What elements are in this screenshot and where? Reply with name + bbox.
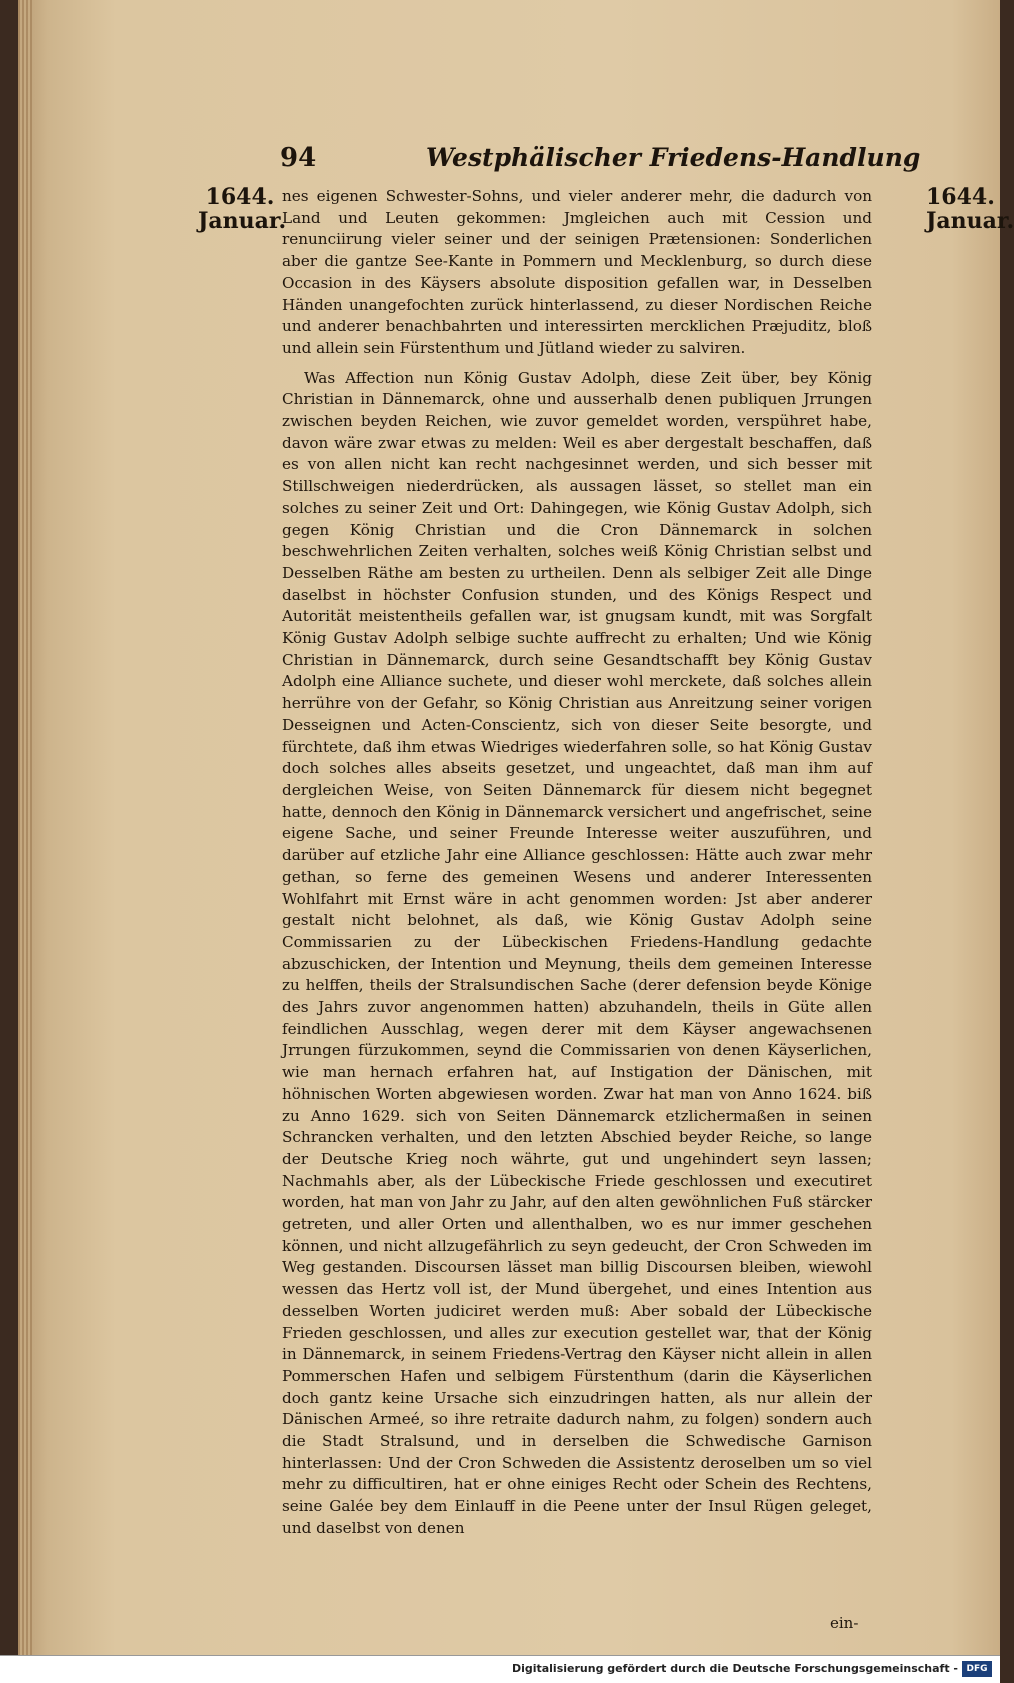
dfg-logo-icon: DFG [962,1661,992,1677]
funding-credit: Digitalisierung gefördert durch die Deutsche Forschungsgemeinschaft - [511,1662,958,1675]
right-margin-note [926,184,1014,234]
page-number: 94 [280,143,317,173]
digitization-footer [0,1655,1000,1683]
running-title: Westphälischer Friedens-Handlung [426,143,921,172]
paragraph: Was Affection nun König Gustav Adolph, diese Zeit über, bey König Christian in Dännemarck, ohne und ausserhalb denen publiquen Jrrungen zwischen beyden Reichen, wie zuvor gemeldet worden, verspühret habe, davon wäre zwar etwas zu melden: Weil es aber dergestalt beschaffen, daß es von allen nicht kan recht nachgesinnet werden, und sich besser mit Stillschweigen niederdrücken, als aussagen lässet, so stellet man ein solches zu seiner Zeit und Ort: Dahingegen, wie König Gustav Adolph, sich gegen König Christian und die Cron Dännemarck in solchen beschwehrlichen Zeiten verhalten, solches weiß König Christian selbst und Desselben Räthe am besten zu urtheilen. Denn als selbiger Zeit alle Dinge daselbst in höchster Confusion stunden, und des Königs Respect und Autorität meistentheils gefallen war, ist gnugsam kundt, mit was Sorgfalt König Gustav Adolph selbige suchte auffrecht zu erhalten; Und wie König Christian in Dännemarck, durch seine Gesandtschafft bey König Gustav Adolph eine Alliance suchete, und dieser wohl merckete, daß solches allein herrühre von der Gefahr, so König Christian aus Anreitzung seiner vorigen Desseignen und Acten-Conscientz, sich von dieser Seite besorgte, und fürchtete, daß ihm etwas Wiedriges wiederfahren solle, so hat König Gustav doch solches alles abseits gesetzet, und ungeachtet, daß man ihm auf dergleichen Weise, von Seiten Dännemarck für diesem nicht begegnet hatte, dennoch den König in Dännemarck versichert und angefrischet, seine eigene Sache, und seiner Freunde Interesse weiter auszuführen, und darüber auf etzliche Jahr eine Alliance geschlossen: Hätte auch zwar mehr gethan, so ferne des gemeinen Wesens und anderer Interessenten Wohlfahrt mit Ernst wäre in acht genommen worden: Jst aber anderer gestalt nicht belohnet, als daß, wie König Gustav Adolph seine Commissarien zu der Lübeckischen Friedens-Handlung gedachte abzuschicken, der Intention und Meynung, theils dem gemeinen Interesse zu helffen, theils der Stralsundischen Sache (derer defension beyde Könige des Jahrs zuvor angenommen hatten) abzuhandeln, theils in Güte allen feindlichen Ausschlag, wegen derer mit dem Käyser angewachsenen Jrrungen fürzukommen, seynd die Commissarien von denen Käyserlichen, wie man hernach erfahren hat, auf Instigation der Dänischen, mit höhnischen Worten abgewiesen worden. Zwar hat man von Anno 1624. biß zu Anno 1629. sich von Seiten Dännemarck etzlichermaßen in seinen Schrancken verhalten, und den letzten Abschied beyder Reiche, so lange der Deutsche Krieg noch währte, gut und ungehindert seyn lassen; Nachmahls aber, als der Lübeckische Friede geschlossen und executiret worden, hat man von Jahr zu Jahr, auf den alten gewöhnlichen Fuß stärcker getreten, und aller Orten und allenthalben, wo es nur immer geschehen können, und nicht allzugefährlich zu seyn gedeucht, der Cron Schweden im Weg gestanden. Discoursen lässet man billig Discoursen bleiben, wiewohl wessen das Hertz voll ist, der Mund übergehet, und eines Intention aus desselben Worten judiciret werden muß: Aber sobald der Lübeckische Frieden geschlossen, und alles zur execution gestellet war, that der König in Dännemarck, in seinem Friedens-Vertrag den Käyser nicht allein in allen Pommerschen Hafen und selbigem Fürstenthum (darin die Käyserlichen doch gantz keine Ursache sich einzudringen hatten, als nur allein der Dänischen Armeé, so ihre retraite dadurch nahm, zu folgen) sondern auch die Stadt Stralsund, und in derselben die Schwedische Garnison hinterlassen: Und der Cron Schweden die Assistentz deroselben um so viel mehr zu difficultiren, hat er ohne einiges Recht oder Schein des Rechtens, seine Galée bey dem Einlauff in die Peene unter der Insul Rügen geleget, und daselbst von denen [282,368,872,1537]
left-margin-note [198,184,287,234]
margin-year: 1644. [926,184,995,210]
page-header [280,143,921,179]
catchword: ein- [830,1614,859,1632]
body-text [282,186,872,1540]
margin-month: Januar. [926,208,1014,234]
margin-month: Januar. [198,208,287,234]
book-page [18,0,1014,1655]
margin-year: 1644. [205,184,275,210]
paragraph: nes eigenen Schwester-Sohns, und vieler anderer mehr, die dadurch von Land und Leuten gekommen: Jmgleichen auch mit Cession und renunciirung vieler seiner und der seinigen Prætensionen: Sonderlichen aber die gantze See-Kante in Pommern und Mecklenburg, so durch diese Occasion in des Käysers absolute disposition gefallen war, in Desselben Händen unangefochten zurück hinterlassend, zu dieser Nordischen Reiche und anderer benachbahrten und interessirten mercklichen Præjuditz, bloß und allein sein Fürstenthum und Jütland wieder zu salviren. [282,187,872,357]
